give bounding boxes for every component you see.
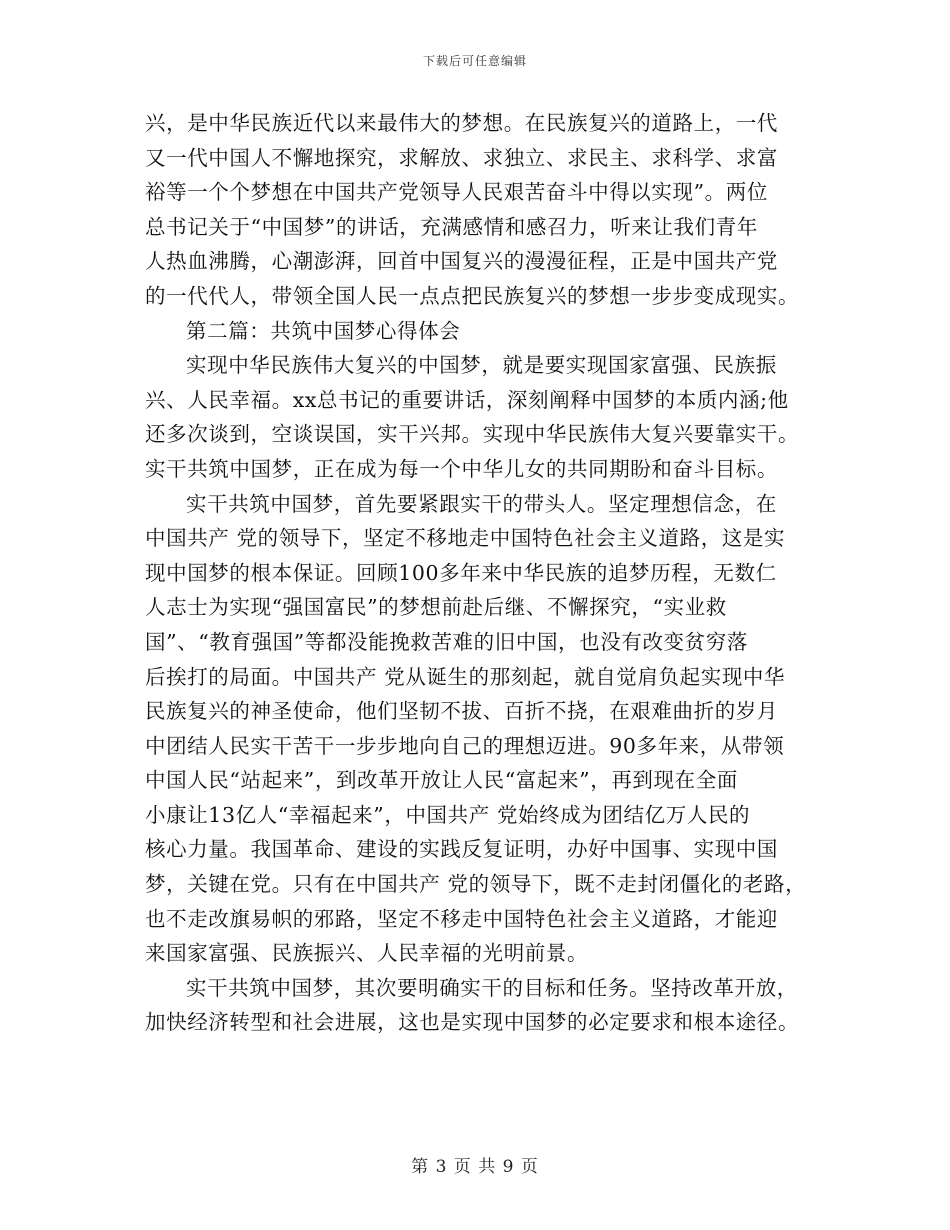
text-line: 梦，关键在党。只有在中国共产 党的领导下，既不走封闭僵化的老路， [145, 872, 807, 897]
section-heading: 第二篇：共筑中国梦心得体会 [186, 318, 461, 343]
body-text [145, 106, 815, 1040]
paragraph-start: 实干共筑中国梦，其次要明确实干的目标和任务。坚持改革开放， [186, 975, 798, 1000]
text-line: 实干共筑中国梦，正在成为每一个中华儿女的共同期盼和奋斗目标。 [145, 456, 778, 481]
paragraph-start: 实干共筑中国梦，首先要紧跟实干的带头人。坚定理想信念，在 [186, 491, 777, 516]
page-footer: 第 3 页 共 9 页 [411, 1157, 539, 1177]
text-line: 也不走改旗易帜的邪路，坚定不移走中国特色社会主义道路，才能迎 [145, 906, 778, 931]
text-line: 人志士为实现“强国富民”的梦想前赴后继、不懈探究，“实业救 [145, 595, 727, 620]
text-line: 小康让13亿人“幸福起来”，中国共产 党始终成为团结亿万人民的 [145, 802, 751, 827]
text-line: 中团结人民实干苦干一步步地向自己的理想迈进。90多年来，从带领 [145, 733, 785, 758]
text-line: 裕等一个个梦想在中国共产党领导人民艰苦奋斗中得以实现”。两位 [145, 180, 768, 205]
paragraph-start: 实现中华民族伟大复兴的中国梦，就是要实现国家富强、民族振 [186, 353, 777, 378]
text-line: 加快经济转型和社会进展，这也是实现中国梦的必定要求和根本途径。 [145, 1010, 800, 1035]
text-line: 兴、人民幸福。xx总书记的重要讲话，深刻阐释中国梦的本质内涵;他 [145, 387, 789, 412]
text-line: 民族复兴的神圣使命，他们坚韧不拔、百折不挠，在艰难曲折的岁月 [145, 699, 778, 724]
text-line: 兴，是中华民族近代以来最伟大的梦想。在民族复兴的道路上，一代 [145, 111, 778, 135]
text-line: 国”、“教育强国”等都没能挽救苦难的旧中国，也没有改变贫穷落 [145, 629, 748, 654]
text-line: 又一代中国人不懈地探究，求解放、求独立、求民主、求科学、求富 [145, 145, 778, 170]
page-header: 下载后可任意编辑 [422, 54, 527, 68]
text-line: 中国共产 党的领导下，坚定不移地走中国特色社会主义道路，这是实 [145, 526, 786, 551]
text-line: 中国人民“站起来”，到改革开放让人民“富起来”，再到现在全面 [145, 768, 738, 793]
text-line: 后挨打的局面。中国共产 党从诞生的那刻起，就自觉肩负起实现中华 [145, 664, 786, 689]
text-line: 总书记关于“中国梦”的讲话，充满感情和感召力，听来让我们青年 [145, 214, 758, 239]
text-line: 核心力量。我国革命、建设的实践反复证明，办好中国事、实现中国 [145, 837, 778, 862]
text-line: 还多次谈到，空谈误国，实干兴邦。实现中华民族伟大复兴要靠实干。 [145, 422, 800, 447]
text-line: 的一代代人，带领全国人民一点点把民族复兴的梦想一步步变成现实。 [145, 283, 800, 308]
text-line: 人热血沸腾，心潮澎湃，回首中国复兴的漫漫征程，正是中国共产党 [145, 249, 778, 274]
text-line: 来国家富强、民族振兴、人民幸福的光明前景。 [145, 941, 589, 966]
text-line: 现中国梦的根本保证。回顾100多年来中华民族的追梦历程，无数仁 [145, 560, 777, 585]
